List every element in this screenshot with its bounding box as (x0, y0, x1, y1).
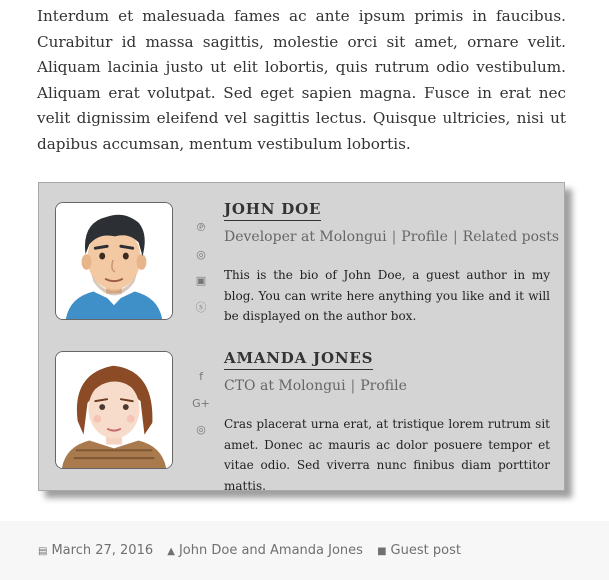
separator: | (391, 229, 397, 245)
post-date (38, 543, 157, 558)
author-name-john-doe[interactable]: JOHN DOE (224, 199, 321, 221)
skype-icon[interactable]: ⓢ (195, 300, 207, 314)
avatar-amanda-jones[interactable] (55, 351, 173, 469)
author-meta-john-doe (224, 227, 559, 247)
profile-link[interactable]: Profile (360, 378, 407, 394)
author-job: Developer at Molongui (224, 229, 387, 245)
post-category (377, 543, 461, 558)
instagram-icon[interactable]: ◎ (196, 423, 206, 436)
related-posts-link[interactable]: Related posts (462, 229, 560, 245)
user-icon: ▲ (167, 546, 175, 557)
post-authors-link[interactable]: John Doe and Amanda Jones (178, 543, 363, 558)
post-footer (0, 521, 609, 580)
pinterest-icon[interactable]: ℗ (195, 221, 207, 234)
author-name-amanda-jones[interactable]: AMANDA JONES (224, 348, 373, 370)
author-bio-john-doe: This is the bio of John Doe, a guest author in my blog. You can write here anything you like and it will be displayed on the author box. (224, 268, 550, 323)
separator: | (452, 229, 458, 245)
amanda-jones-social-links (191, 364, 211, 444)
author-bio-amanda-jones: Cras placerat urna erat, at tristique lorem rutrum sit amet. Donec ac mauris ac dolor posuere tempor et vitae odio. Sed viverra nunc finibus diam porttitor mattis. (224, 417, 550, 493)
github-icon[interactable]: ▣ (195, 274, 207, 287)
facebook-icon[interactable]: f (199, 370, 203, 383)
separator: | (350, 378, 356, 394)
folder-icon: ■ (377, 546, 387, 557)
google-plus-icon[interactable]: G+ (192, 396, 210, 410)
article-paragraph: Interdum et malesuada fames ac ante ipsum primis in faucibus. Curabitur id massa sagittis, molestie orci sit amet, ornare velit. Aliquam lacinia justo ut elit lobortis, quis rutrum odio vestibulum. Aliquam erat volutpat. Sed eget sapien magna. Fusce in erat nec velit dignissim eleifend vel sagittis lectus. Quisque ultricies, nisi ut dapibus accumsan, mentum vestibulum lobortis. (37, 7, 566, 153)
john-doe-social-links (191, 215, 211, 321)
avatar-john-doe[interactable] (55, 202, 173, 320)
post-date-link[interactable]: March 27, 2016 (51, 543, 154, 558)
instagram-icon[interactable]: ◎ (196, 247, 206, 261)
profile-link[interactable]: Profile (401, 229, 448, 245)
post-authors (167, 543, 367, 558)
amanda-jones-portrait (56, 352, 172, 468)
author-job: CTO at Molongui (224, 378, 346, 394)
post-meta (38, 543, 471, 558)
category-link[interactable]: Guest post (390, 543, 461, 558)
author-meta-amanda-jones (224, 376, 407, 396)
john-doe-portrait (56, 203, 172, 319)
author-box (38, 182, 565, 491)
calendar-icon: ▤ (38, 546, 48, 557)
